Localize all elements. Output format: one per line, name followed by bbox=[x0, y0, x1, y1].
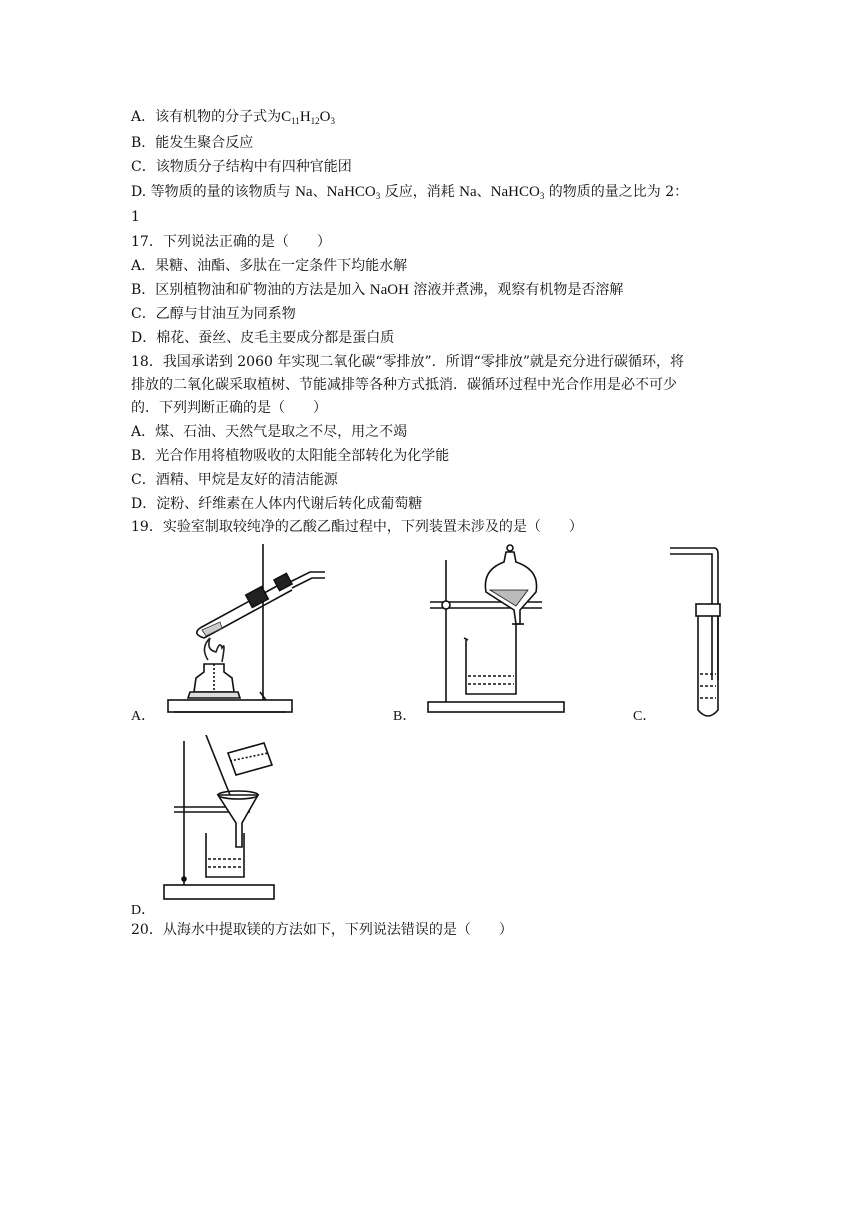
q19-stem: 19．实验室制取较纯净的乙酸乙酯过程中，下列装置未涉及的是（ ） bbox=[131, 519, 583, 535]
q20-stem: 20．从海水中提取镁的方法如下，下列说法错误的是（ ） bbox=[131, 922, 513, 938]
q17-stem: 17．下列说法正确的是（ ） bbox=[131, 234, 331, 250]
q19-label-a: A． bbox=[131, 709, 156, 724]
separatory-funnel-apparatus-icon bbox=[424, 540, 574, 718]
q16-option-b: B．能发生聚合反应 bbox=[131, 135, 254, 151]
q19-label-d: D． bbox=[131, 903, 156, 918]
q18-option-b: B．光合作用将植物吸收的太阳能全部转化为化学能 bbox=[131, 448, 450, 464]
q18-stem-line2: 排放的二氧化碳采取植树、节能减排等各种方式抵消．碳循环过程中光合作用是必不可少 bbox=[131, 377, 677, 393]
q18-option-a: A．煤、石油、天然气是取之不尽，用之不竭 bbox=[131, 424, 408, 440]
q17-option-d: D．棉花、蚕丝、皮毛主要成分都是蛋白质 bbox=[131, 330, 395, 346]
q16-option-a: A．该有机物的分子式为$C_{11}H_{12}O_3$ bbox=[131, 109, 335, 126]
q18-option-d: D．淀粉、纤维素在人体内代谢后转化成葡萄糖 bbox=[131, 496, 423, 512]
q19-label-c: C． bbox=[633, 709, 657, 724]
heating-test-tube-apparatus-icon bbox=[160, 540, 330, 718]
test-tube-with-bent-tube-icon bbox=[660, 540, 740, 720]
q17-option-b: B．区别植物油和矿物油的方法是加入 NaOH 溶液并煮沸，观察有机物是否溶解 bbox=[131, 282, 624, 298]
filtration-apparatus-icon bbox=[160, 735, 280, 907]
q18-stem-line3: 的．下列判断正确的是（ ） bbox=[131, 400, 327, 416]
q16-option-c: C．该物质分子结构中有四种官能团 bbox=[131, 159, 352, 175]
q18-stem-line1: 18．我国承诺到 2060 年实现二氧化碳“零排放”．所谓“零排放”就是充分进行碳循环，将 bbox=[131, 354, 684, 370]
q19-label-b: B． bbox=[393, 709, 417, 724]
q16-option-d-continued: 1 bbox=[131, 209, 140, 225]
q17-option-a: A．果糖、油酯、多肽在一定条件下均能水解 bbox=[131, 258, 408, 274]
q17-option-c: C．乙醇与甘油互为同系物 bbox=[131, 306, 296, 322]
q18-option-c: C．酒精、甲烷是友好的清洁能源 bbox=[131, 472, 338, 488]
q16-option-d: D. 等物质的量的该物质与 Na、NaHCO$_3$ 反应，消耗 Na、NaHCO$_3$ 的物质的量之比为 2： bbox=[131, 184, 689, 201]
molecular-formula: $C_{11}H_{12}O_3$ bbox=[281, 109, 335, 126]
